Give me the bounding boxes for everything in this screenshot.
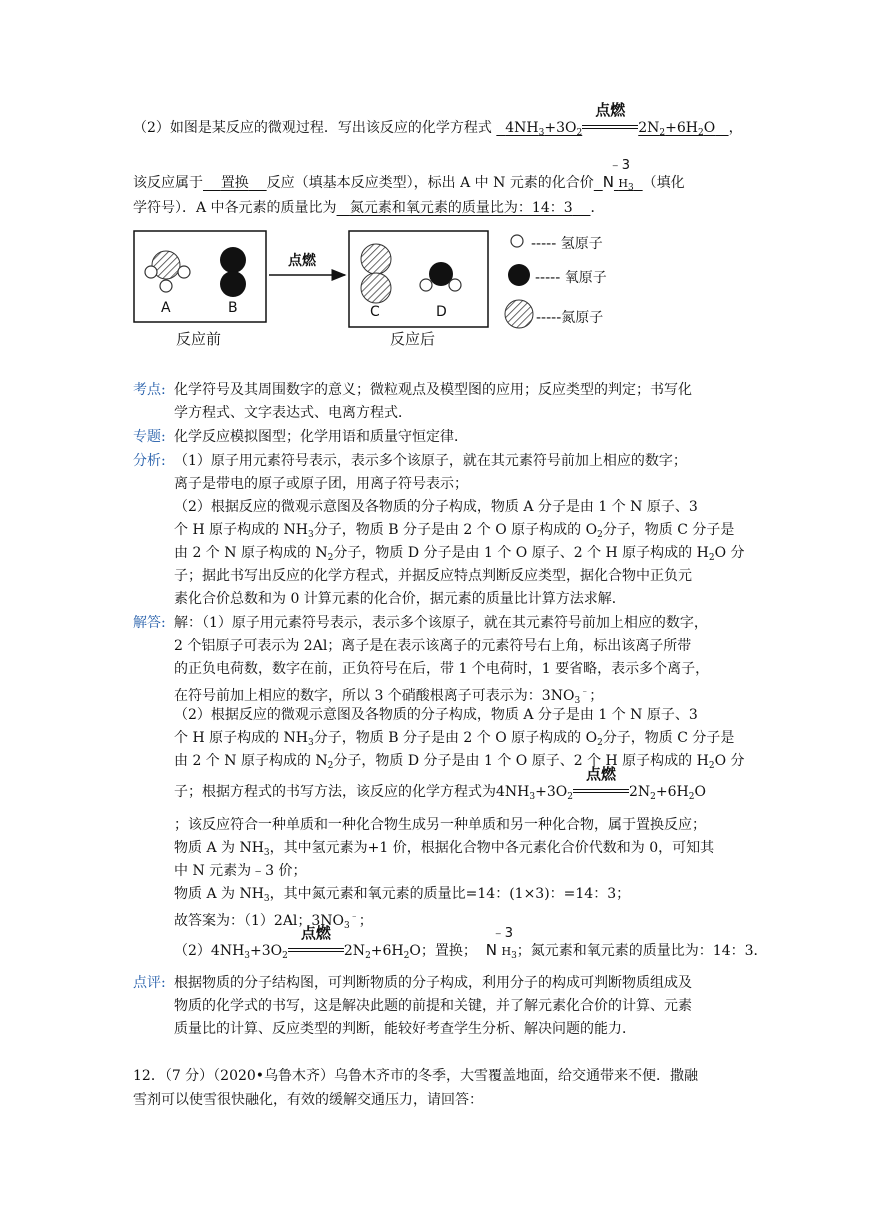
jieda-text: ；该反应符合一种单质和一种化合物生成另一种单质和另一种化合物，属于置换反应；: [174, 817, 706, 833]
fenxi-text: 由 2 个 N 原子构成的 $N_2$分子，物质 D 分子是由 1 个 O 原子、2 个 H 原子构成的 $H_2O$ 分: [174, 545, 745, 563]
jieda-text: 物质 A 为 $NH_3$，其中氮元素和氧元素的质量比=14：(1×3)：=14：3；: [174, 886, 631, 904]
after-label: 反应后: [390, 330, 436, 348]
fenxi-text: （2）根据反应的微观示意图及各物质的分子构成，物质 A 分子是由 1 个 N 原子、3: [174, 499, 698, 515]
fenxi-text: 个 H 原子构成的 $NH_3$分子，物质 B 分子是由 2 个 O 原子构成的 $O_2$分子，物质 C 分子是: [174, 522, 735, 540]
kaodian-label: 考点:: [133, 382, 166, 398]
q2-line1: （2）如图是某反应的微观过程．写出该反应的化学方程式 $4NH_3+3O_2$ 点燃 $2N_2+6H_2O$ ，: [133, 101, 743, 138]
fenxi-text: 子；据此书写出反应的化学方程式，并据反应特点判断反应类型，据化合物中正负元: [174, 568, 692, 584]
fenxi-text: 离子是带电的原子或原子团，用离子符号表示；: [174, 476, 468, 492]
q2-line3: 学符号）．A 中各元素的质量比为 氮元素和氧元素的质量比为：14：3 ．: [133, 200, 605, 216]
dianping-text: 根据物质的分子结构图，可判断物质的分子构成，利用分子的构成可判断物质组成及: [174, 975, 692, 991]
jieda-text: 由 2 个 N 原子构成的 $N_2$分子，物质 D 分子是由 1 个 O 原子、2 个 H 原子构成的 $H_2O$ 分: [174, 753, 745, 771]
label-d: D: [436, 304, 447, 320]
arrow-condition-label: 点燃: [288, 253, 316, 269]
q2-prompt: （2）如图是某反应的微观过程．写出该反应的化学方程式: [133, 120, 492, 136]
jieda-text: 的正负电荷数，数字在前，正负符号在后，带 1 个电荷时，1 要省略，表示多个离子，: [174, 661, 710, 677]
before-label: 反应前: [176, 330, 222, 348]
fenxi-text: （1）原子用元素符号表示，表示多个该原子，就在其元素符号前加上相应的数字；: [174, 453, 687, 469]
q2-line2: 该反应属于 置换 反应（填基本反应类型），标出 A 中 N 元素的化合价 ﹣3 N $H_3$ （填化: [133, 158, 685, 193]
h2o-h-atom: [420, 279, 432, 291]
label-a: A: [161, 300, 171, 316]
o2-o-atom: [220, 247, 246, 273]
jieda-text: （2）根据反应的微观示意图及各物质的分子构成，物质 A 分子是由 1 个 N 原子、3: [174, 707, 698, 723]
jieda-text: 子；根据方程式的书写方法，该反应的化学方程式为$4NH_3+3O_2$ 点燃 $2N_2+6H_2O$: [174, 765, 706, 802]
dianping-text: 物质的化学式的书写，这是解决此题的前提和关键，并了解元素化合价的计算、元素: [174, 998, 692, 1014]
h2o-h-atom: [449, 279, 461, 291]
zhuanti-label: 专题:: [133, 429, 166, 445]
nh3-h-atom: [178, 266, 190, 278]
jieda-text: 在符号前加上相应的数字，所以 3 个硝酸根离子可表示为：$3NO_3^﹣$；: [174, 687, 604, 706]
jieda-text: 2 个铝原子可表示为 2Al；离子是在表示该离子的元素符号右上角，标出该离子所带: [174, 638, 692, 654]
jieda-text: 故答案为：（1）2Al；$3NO_3^﹣$；: [174, 912, 373, 931]
mass-ratio-answer: 氮元素和氧元素的质量比为：14：3: [349, 200, 573, 216]
jieda-text: 物质 A 为 $NH_3$，其中氢元素为+1 价，根据化合物中各元素化合价代数和为 0，可知其: [174, 840, 715, 858]
jieda-text: 中 N 元素为﹣3 价；: [174, 863, 307, 879]
jieda-label: 解答:: [133, 615, 166, 631]
nh3-h-atom: [160, 280, 172, 292]
dianping-text: 质量比的计算、反应类型的判断，能较好考查学生分析、解决问题的能力．: [174, 1021, 636, 1037]
zhuanti-text: 化学反应模拟图型；化学用语和质量守恒定律．: [174, 429, 468, 445]
label-b: B: [228, 300, 238, 316]
o2-o-atom: [220, 271, 246, 297]
condition-mark: 点燃: [582, 118, 638, 138]
jieda-text: $(2)4NH_3+3O_2$ 点燃 $2N_2+6H_2O$；置换； ﹣3 N $H_3$；氮元素和氧元素的质量比为：14：3．: [174, 924, 768, 961]
legend-oxygen: ----- 氧原子: [535, 270, 607, 286]
n2-n-atom: [361, 244, 391, 274]
legend-nitrogen: -----氮原子: [536, 310, 604, 326]
legend-hydrogen-symbol: [511, 235, 523, 247]
equation-inline: $4NH_3+3O_2$ 点燃 $2N_2+6H_2O$: [496, 765, 706, 802]
label-c: C: [370, 304, 380, 320]
q12-text: 12．（7 分）（2020•乌鲁木齐）乌鲁木齐市的冬季，大雪覆盖地面，给交通带来不便．撒融: [133, 1068, 699, 1084]
jieda-text: 个 H 原子构成的 $NH_3$分子，物质 B 分子是由 2 个 O 原子构成的 $O_2$分子，物质 C 分子是: [174, 730, 735, 748]
nh3-h-atom: [145, 266, 157, 278]
jieda-text: 解：（1）原子用元素符号表示，表示多个该原子，就在其元素符号前加上相应的数字，: [174, 615, 708, 631]
dianping-label: 点评:: [133, 975, 166, 991]
reaction-type-answer: 置换: [220, 175, 249, 191]
condition-mark: 点燃: [288, 941, 344, 961]
fenxi-text: 素化合价总数和为 0 计算元素的化合价，据元素的质量比计算方法求解．: [174, 591, 626, 607]
legend-nitrogen-symbol: [505, 300, 533, 328]
legend-oxygen-symbol: [508, 264, 530, 286]
equation-answer: $4NH_3+3O_2$ 点燃 $2N_2+6H_2O$: [505, 101, 716, 138]
kaodian-text: 学方程式、文字表达式、电离方程式．: [174, 405, 412, 421]
n2-n-atom: [361, 273, 391, 303]
condition-mark: 点燃: [573, 782, 629, 802]
valence-answer: ﹣3 N $H_3$: [602, 158, 634, 193]
q12-text: 雪剂可以使雪很快融化，有效的缓解交通压力，请回答：: [133, 1092, 483, 1108]
fenxi-label: 分析:: [133, 453, 166, 469]
kaodian-text: 化学符号及其周围数字的意义；微粒观点及模型图的应用；反应类型的判定；书写化: [174, 382, 692, 398]
legend-hydrogen: ----- 氢原子: [531, 236, 603, 252]
